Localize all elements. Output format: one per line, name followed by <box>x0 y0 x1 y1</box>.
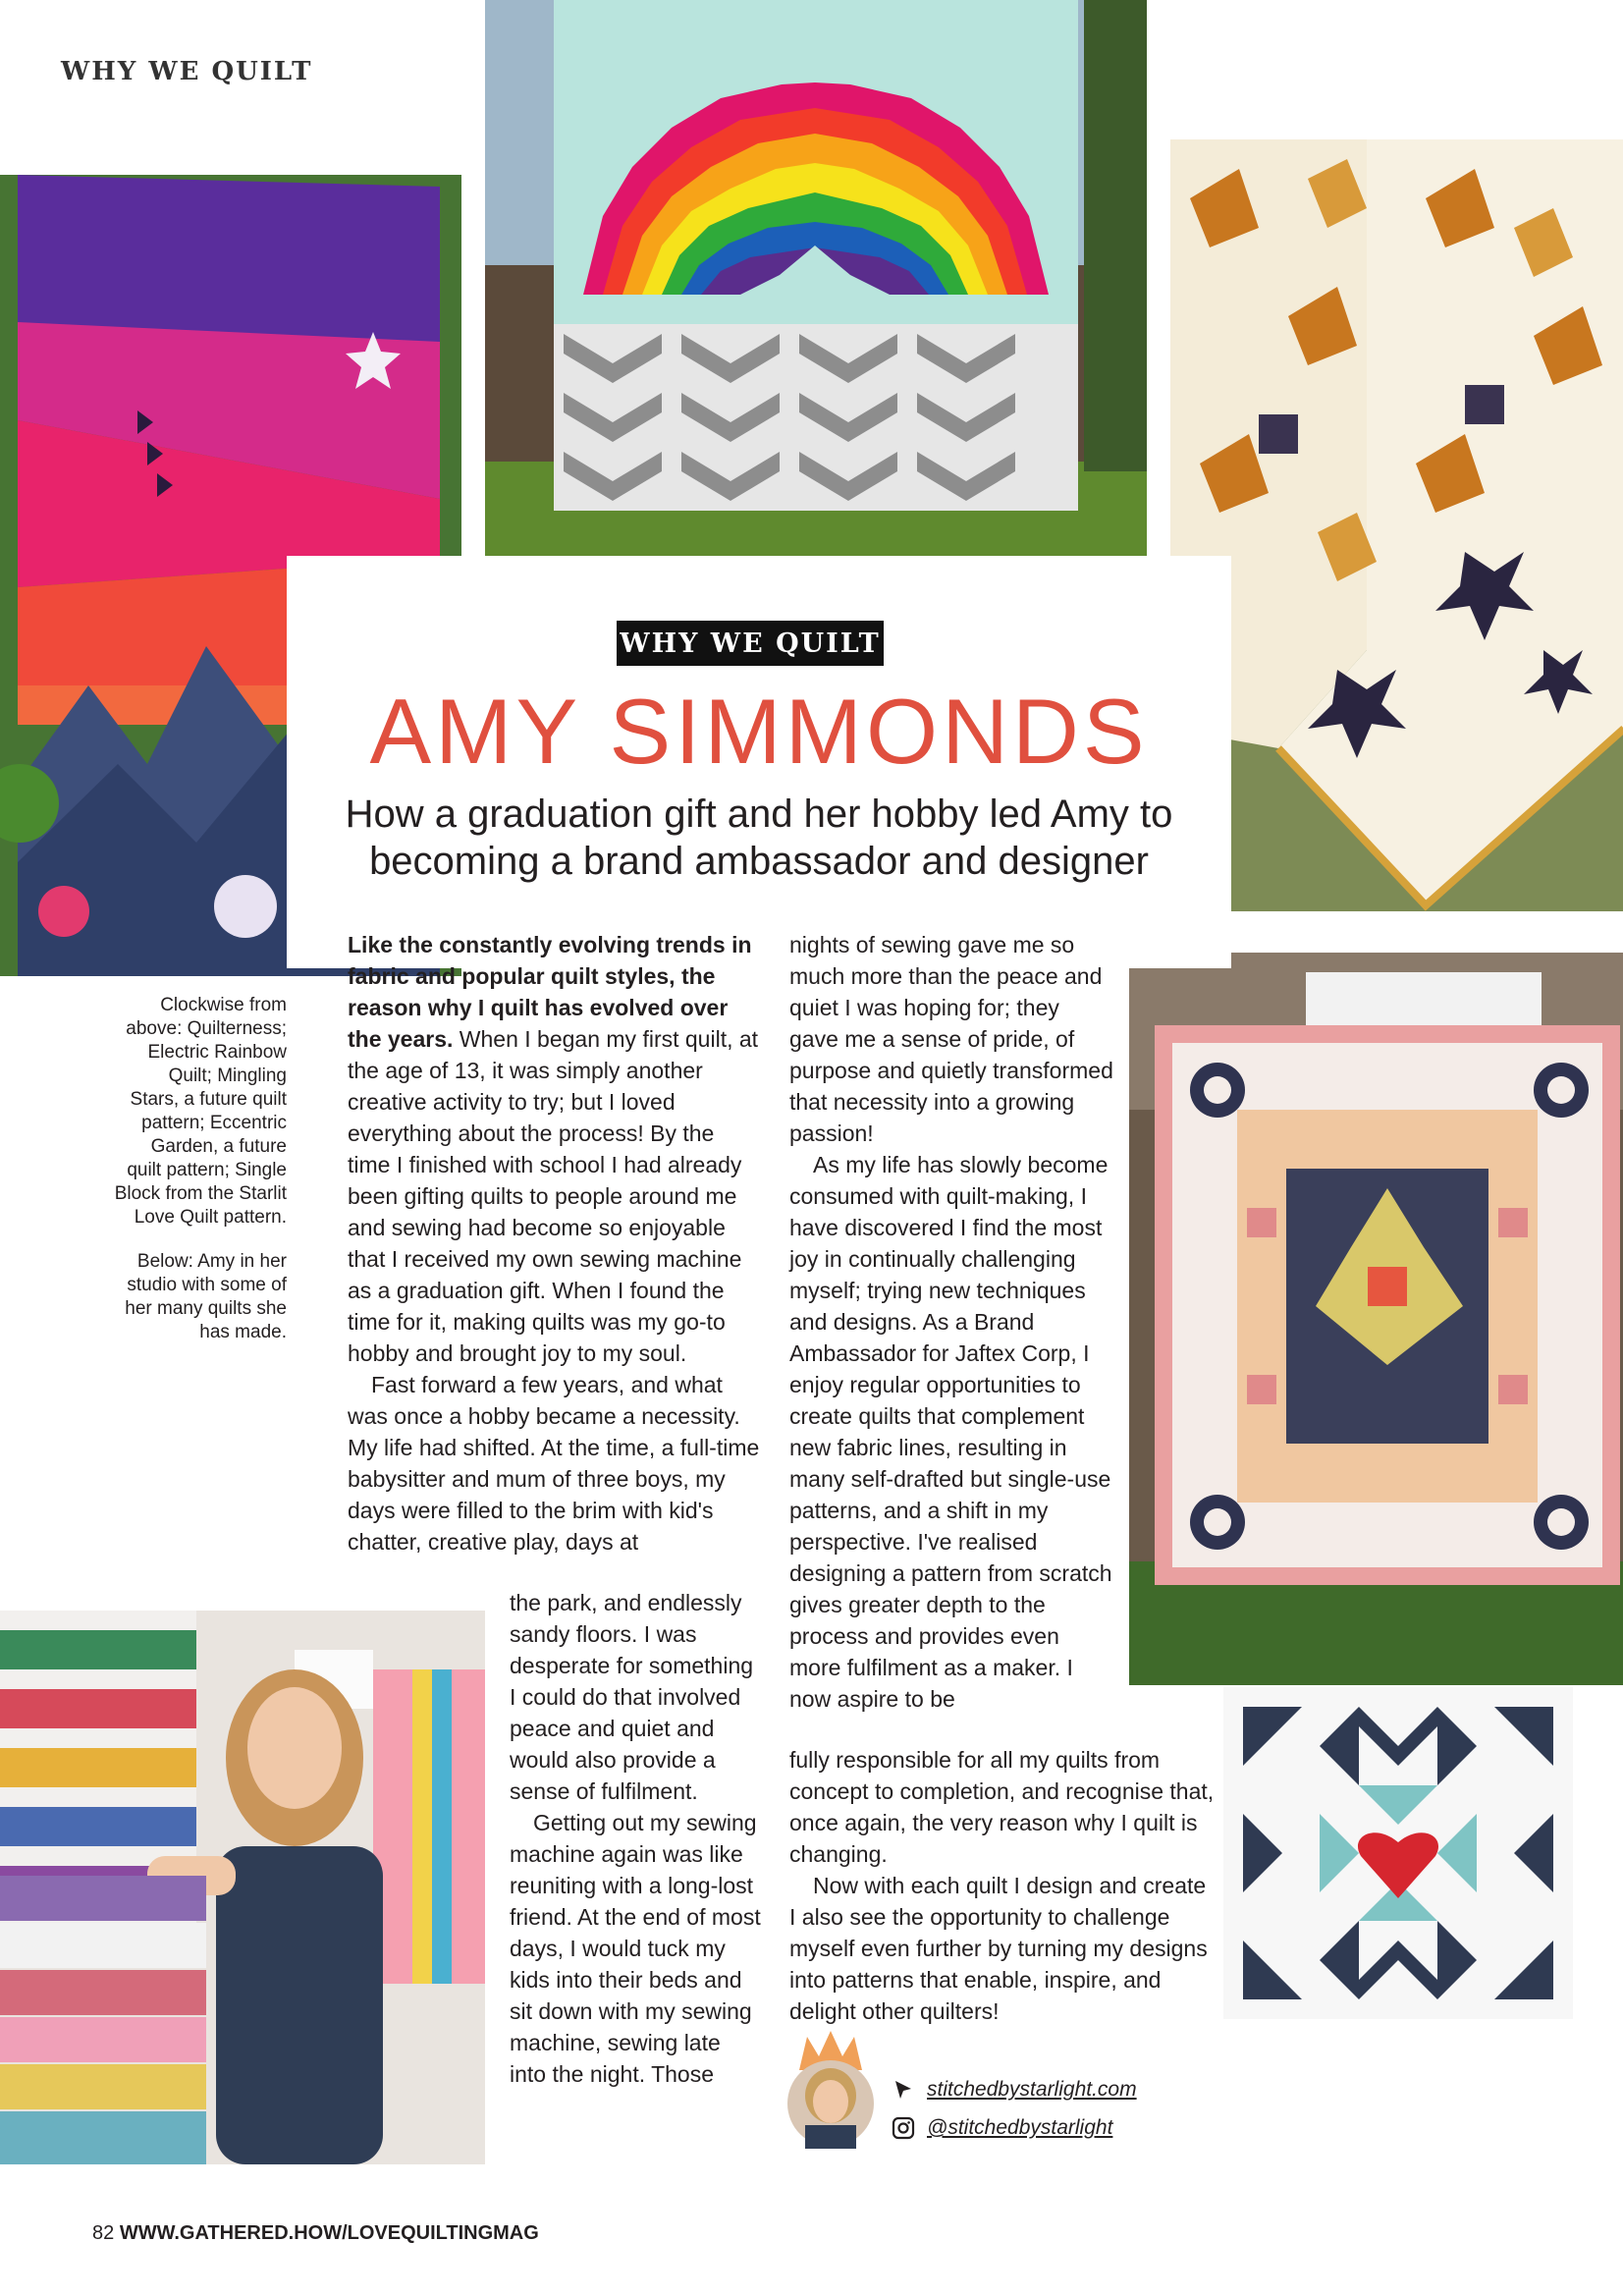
instagram-link[interactable] <box>892 2116 1112 2140</box>
instagram-handle[interactable]: @stitchedbystarlight <box>927 2116 1113 2139</box>
article-paragraph-4b: fully responsible for all my quilts from concept to completion, and recognise that, once again, the very reason why I quilt is changing. <box>789 1747 1215 1867</box>
magazine-url: WWW.GATHERED.HOW/LOVEQUILTINGMAG <box>119 2222 539 2244</box>
caption-clockwise: Clockwise from above: Quilterness; Electric Rainbow Quilt; Mingling Stars, a future quilt pattern; Eccentric Garden, a future quilt pattern; Single Block from the Starlit Love Quilt pattern. <box>114 995 287 1228</box>
cursor-icon <box>892 2078 915 2102</box>
photo-electric-rainbow-quilt <box>485 0 1147 556</box>
website-link[interactable] <box>892 2078 1137 2102</box>
standfirst-line-1: How a graduation gift and her hobby led Amy to <box>345 793 1173 836</box>
article-paragraph-3: Getting out my sewing machine again was like reuniting with a long-lost friend. At the end of most days, I would tuck my kids into their beds and sit down with my sewing machine, sewing late into the night. Those <box>510 1810 761 2087</box>
photo-eccentric-garden <box>1129 953 1623 1685</box>
website-url[interactable]: stitchedbystarlight.com <box>927 2078 1137 2101</box>
article-column-1-upper <box>348 929 760 1558</box>
standfirst <box>287 791 1231 885</box>
article-column-2-lower <box>789 1744 1216 2027</box>
article-paragraph-3-cont: nights of sewing gave me so much more than the peace and quiet I was hoping for; they gave me a sense of pride, of purpose and quietly transformed that necessity into a growing passion! <box>789 932 1113 1146</box>
standfirst-line-2: becoming a brand ambassador and designer <box>369 840 1149 883</box>
caption-below: Below: Amy in her studio with some of her many quilts she has made. <box>125 1251 287 1342</box>
kicker-badge: WHY WE QUILT <box>617 621 884 666</box>
section-tag: WHY WE QUILT <box>61 57 313 86</box>
article-column-2-upper <box>789 929 1113 1715</box>
instagram-icon <box>892 2116 915 2140</box>
article-column-1-lower <box>510 1587 763 2090</box>
article-paragraph-4a: As my life has slowly become consumed with quilt-making, I have discovered I find the most joy in continually challenging myself; trying new techniques and designs. As a Brand Ambassador for Jaftex Corp, I enjoy regular opportunities to create quilts that complement new fabric lines, resulting in many self-drafted but single-use patterns, and a shift in my perspective. I've realised designing a pattern from scratch gives greater depth to the process and provides even more fulfilment as a maker. I now aspire to be <box>789 1152 1112 1712</box>
photo-starlit-love-block <box>1223 1687 1573 2019</box>
article-paragraph-5: Now with each quilt I design and create I also see the opportunity to challenge myself even further by turning my designs into patterns that enable, inspire, and delight other quilters! <box>789 1873 1208 2024</box>
article-paragraph-2a: Fast forward a few years, and what was once a hobby became a necessity. My life had shifted. At the time, a full-time babysitter and mum of three boys, my days were filled to the brim with kid's chatter, creative play, days at <box>348 1372 760 1555</box>
author-avatar <box>785 2027 876 2149</box>
article-paragraph-2b: the park, and endlessly sandy floors. I was desperate for something I could do that involved peace and quiet and would also provide a sense of fulfilment. <box>510 1590 754 1804</box>
headline: AMY SIMMONDS <box>369 680 1149 783</box>
photo-mingling-stars <box>1170 139 1623 911</box>
folio <box>92 2222 539 2245</box>
article-paragraph-1: When I began my first quilt, at the age of 13, it was simply another creative activity to try; but I loved everything about the process! By the time I finished with school I had already been gifting quilts to people around me and sewing had become so enjoyable that I received my own sewing machine as a graduation gift. When I found the time for it, making quilts was my go-to hobby and brought joy to my soul. <box>348 1026 759 1366</box>
article-lead: Like the constantly evolving trends in fabric and popular quilt styles, the reason why I quilt has evolved over the years. <box>348 932 752 1052</box>
photo-amy-studio <box>0 1611 485 2164</box>
page-number: 82 <box>92 2222 115 2244</box>
